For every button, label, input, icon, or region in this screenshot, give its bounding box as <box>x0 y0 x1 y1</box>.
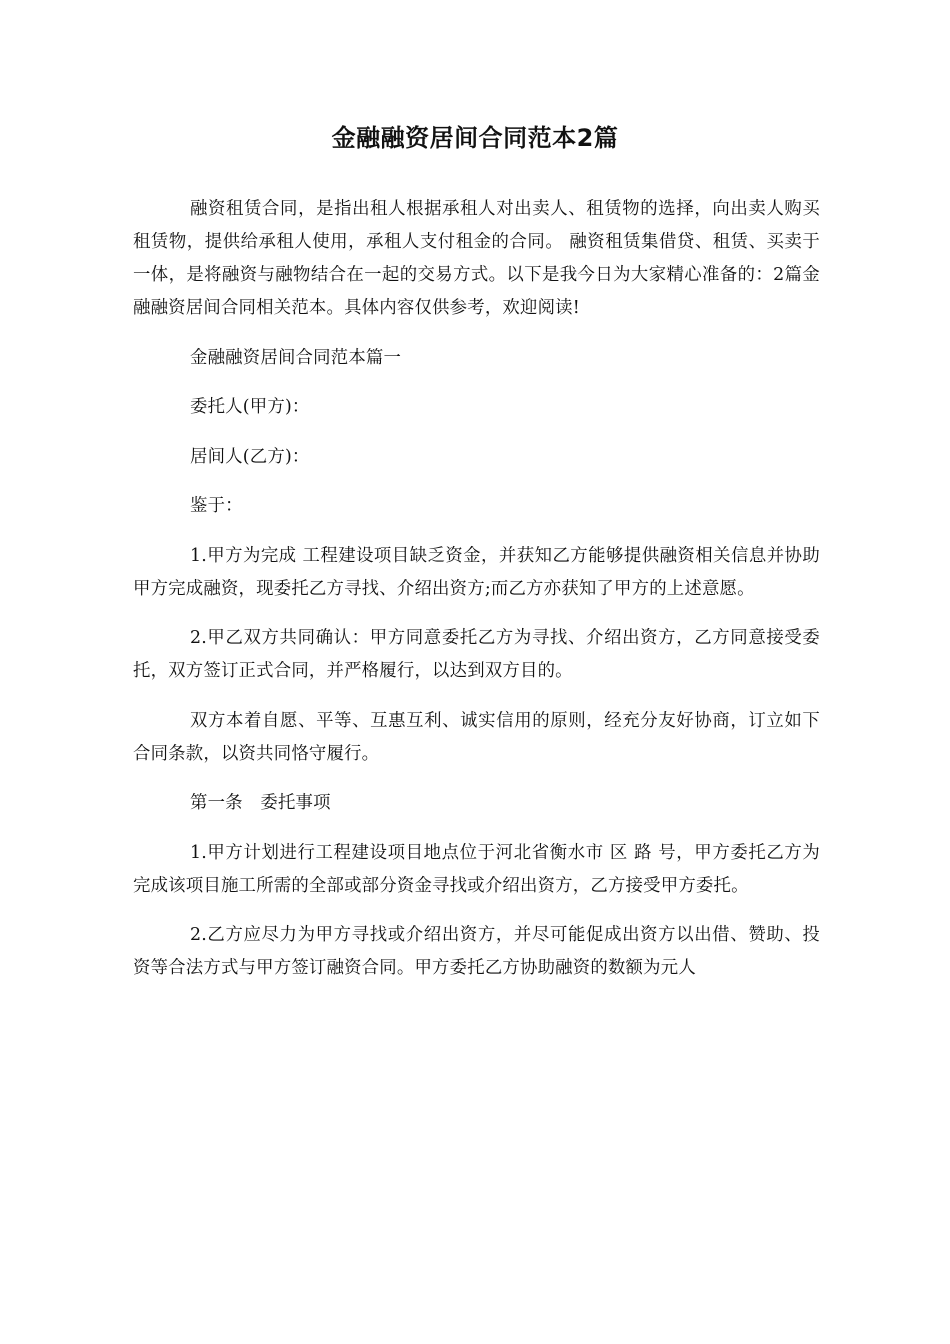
intro-paragraph: 融资租赁合同，是指出租人根据承租人对出卖人、租赁物的选择，向出卖人购买租赁物，提供给承租人使用，承租人支付租金的合同。 融资租赁集借贷、租赁、买卖于一体，是将融资与融物结合在一起的交易方式。以下是我今日为大家精心准备的：2篇金融融资居间合同相关范本。具体内容仅供参考，欢迎阅读! <box>133 199 820 318</box>
recital-2: 2.甲乙双方共同确认：甲方同意委托乙方为寻找、介绍出资方，乙方同意接受委托，双方签订正式合同，并严格履行，以达到双方目的。 <box>133 628 820 681</box>
agreement-preamble: 双方本着自愿、平等、互惠互利、诚实信用的原则，经充分友好协商，订立如下合同条款，以资共同恪守履行。 <box>133 710 820 764</box>
article-1-clause-1: 1.甲方计划进行工程建设项目地点位于河北省衡水市 区 路 号，甲方委托乙方为完成该项目施工所需的全部或部分资金寻找或介绍出资方，乙方接受甲方委托。 <box>133 842 820 896</box>
section-heading: 金融融资居间合同范本篇一 <box>190 347 402 368</box>
recital-1: 1.甲方为完成 工程建设项目缺乏资金，并获知乙方能够提供融资相关信息并协助甲方完成融资，现委托乙方寻找、介绍出资方;而乙方亦获知了甲方的上述意愿。 <box>133 545 820 599</box>
party-a-line: 委托人(甲方)： <box>190 397 310 417</box>
whereas-label: 鉴于： <box>190 496 243 516</box>
article-1-heading: 第一条 委托事项 <box>190 793 331 813</box>
document-body <box>133 193 820 1002</box>
document-title: 金融融资居间合同范本2篇 <box>331 124 619 152</box>
party-b-line: 居间人(乙方)： <box>190 446 310 467</box>
article-1-clause-2: 2.乙方应尽力为甲方寻找或介绍出资方，并尽可能促成出资方以出借、赞助、投资等合法方式与甲方签订融资合同。甲方委托乙方协助融资的数额为元人 <box>133 925 820 978</box>
